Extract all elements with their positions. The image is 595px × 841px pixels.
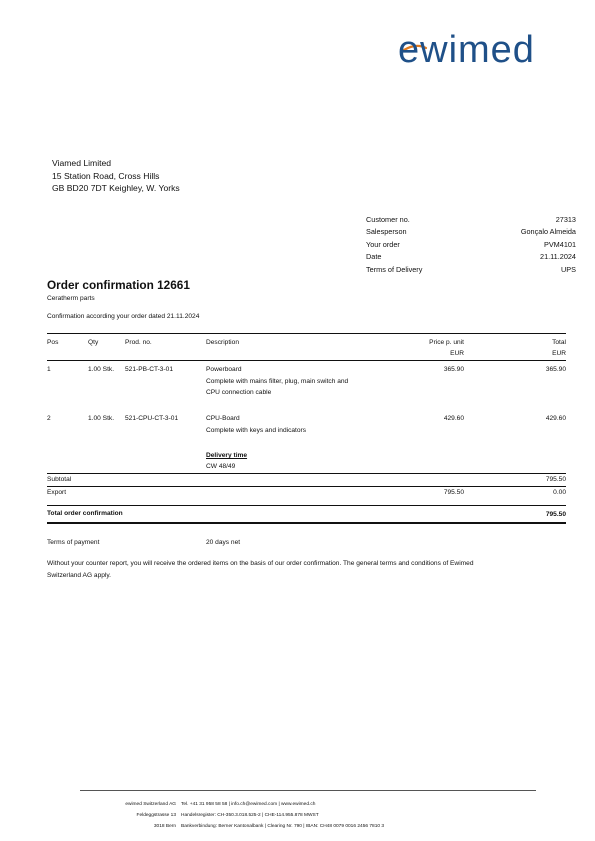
meta-date: Date 21.11.2024	[366, 252, 576, 262]
row-total: 429.60	[545, 415, 566, 422]
subtotal-label: Subtotal	[47, 476, 72, 483]
footer-company: ewimed Switzerland AG Feldeggstrasse 13 3018 Bern	[125, 802, 176, 829]
row-description: CPU-Board	[206, 415, 240, 422]
export-base: 795.50	[443, 489, 464, 496]
address-line-city: GB BD20 7DT Keighley, W. Yorks	[52, 183, 180, 193]
table-top-rule	[47, 333, 566, 334]
export-total: 0.00	[553, 489, 566, 496]
col-header-description: Description	[206, 339, 239, 346]
col-header-total: Total	[552, 339, 566, 346]
row-description: Powerboard	[206, 366, 242, 373]
order-meta	[366, 214, 576, 276]
page-title: Order confirmation 12661	[47, 278, 190, 292]
footer-contact: Tel. +41 31 958 58 58 | info.ch@ewimed.com | www.ewimed.ch Handelsregister: CH-350.3.018.525-2 | CHE-114.955.878 MWST Bankverbindung: Berner Kantonalbank | Clearing Nr. 790 | IBAN: CH48 0079 0016 2456 7810 3	[181, 802, 385, 829]
confirmation-text: Confirmation according your order dated 21.11.2024	[47, 313, 200, 320]
col-header-price: Price p. unit	[429, 339, 464, 346]
row-description-extra-2: CPU connection cable	[206, 389, 272, 396]
terms-of-payment-label: Terms of payment	[47, 539, 100, 546]
page-subtitle: Ceratherm parts	[47, 295, 95, 302]
row-price: 429.60	[443, 415, 464, 422]
row-pos: 1	[47, 366, 51, 373]
footer-rule	[80, 790, 536, 791]
col-header-qty: Qty	[88, 339, 99, 346]
address-line-street: 15 Station Road, Cross Hills	[52, 170, 160, 181]
col-header-price-unit: EUR	[450, 350, 464, 357]
table-header-rule	[47, 360, 566, 361]
row-prod-no: 521-CPU-CT-3-01	[125, 415, 179, 422]
grand-total-value: 795.50	[545, 511, 566, 518]
terms-of-payment-value: 20 days net	[206, 539, 241, 546]
subtotal-total: 795.50	[545, 476, 566, 483]
row-description-extra: Complete with keys and indicators	[206, 427, 307, 434]
grand-total-top-rule	[47, 505, 566, 506]
col-header-prod-no: Prod. no.	[125, 339, 152, 346]
meta-salesperson: Salesperson Gonçalo Almeida	[366, 227, 576, 237]
row-qty: 1.00 Stk.	[88, 415, 115, 422]
row-total: 365.90	[545, 366, 566, 373]
row-prod-no: 521-PB-CT-3-01	[125, 366, 174, 373]
row-price: 365.90	[443, 366, 464, 373]
recipient-address	[52, 157, 180, 195]
row-qty: 1.00 Stk.	[88, 366, 115, 373]
row-delivery-value: CW 48/49	[206, 463, 236, 470]
grand-total-bottom-rule	[47, 522, 566, 524]
meta-terms-of-delivery: Terms of Delivery UPS	[366, 264, 576, 274]
logo-wordmark: ewimed	[398, 29, 535, 66]
row-pos: 2	[47, 415, 51, 422]
export-label: Export	[47, 489, 67, 496]
meta-your-order: Your order PVM4101	[366, 239, 576, 249]
col-header-total-unit: EUR	[552, 350, 566, 357]
meta-customer-no: Customer no. 27313	[366, 215, 576, 224]
ewimed-logo	[398, 26, 580, 66]
row-description-extra: Complete with mains filter, plug, main switch and	[206, 378, 349, 385]
order-notice: Without your counter report, you will receive the ordered items on the basis of our order confirmation. The general terms and conditions of Ewimed Switzerland AG apply.	[47, 560, 474, 579]
col-header-pos: Pos	[47, 339, 59, 346]
address-line-company: Viamed Limited	[52, 158, 112, 168]
row-delivery-label: Delivery time	[206, 452, 248, 459]
grand-total-label: Total order confirmation	[47, 510, 123, 517]
